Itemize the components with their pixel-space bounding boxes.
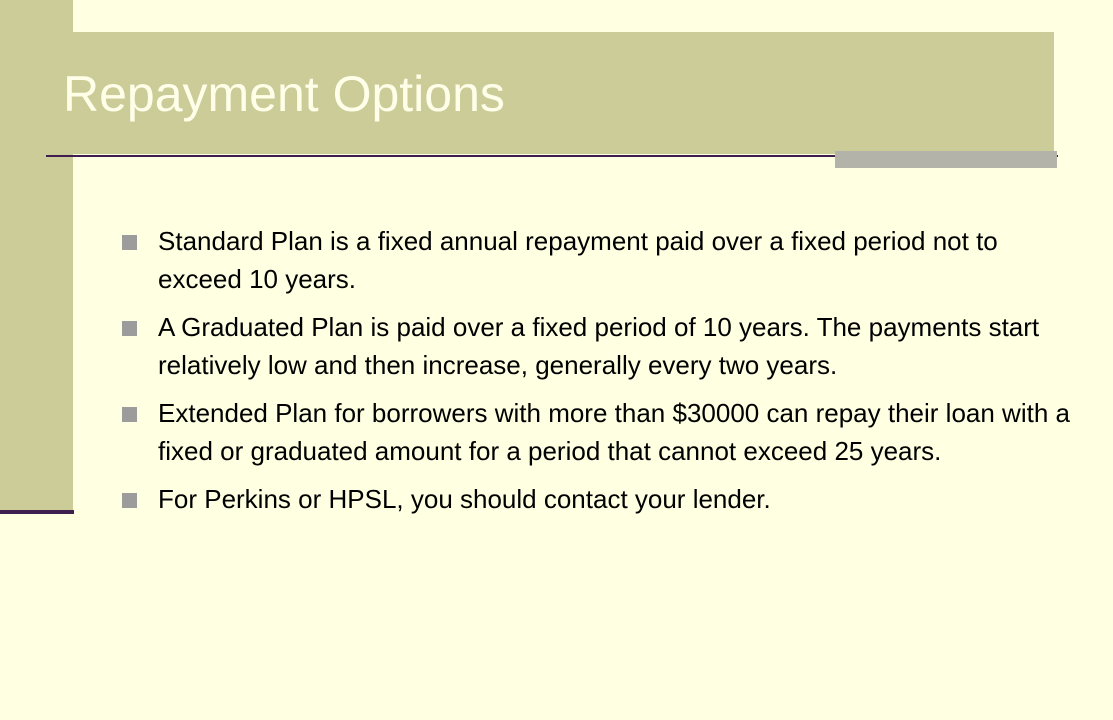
- bullet-item: [122, 394, 1082, 470]
- square-bullet-icon: [122, 235, 137, 250]
- bullet-text: For Perkins or HPSL, you should contact your lender.: [158, 484, 771, 514]
- bullet-item: [122, 308, 1082, 384]
- square-bullet-icon: [122, 407, 137, 422]
- slide-title: Repayment Options: [63, 66, 505, 122]
- bullet-text: Standard Plan is a fixed annual repayment paid over a fixed period not to exceed 10 years.: [158, 226, 998, 294]
- title-divider-accent: [835, 151, 1057, 168]
- square-bullet-icon: [122, 493, 137, 508]
- bullet-item: [122, 222, 1082, 298]
- bullet-text: Extended Plan for borrowers with more than $30000 can repay their loan with a fixed or graduated amount for a period that cannot exceed 25 years.: [158, 398, 1070, 466]
- bullet-list: [122, 222, 1082, 528]
- square-bullet-icon: [122, 321, 137, 336]
- left-accent-underline: [0, 510, 74, 514]
- bullet-text: A Graduated Plan is paid over a fixed period of 10 years. The payments start relatively low and then increase, generally every two years.: [158, 312, 1040, 380]
- bullet-item: [122, 480, 1082, 518]
